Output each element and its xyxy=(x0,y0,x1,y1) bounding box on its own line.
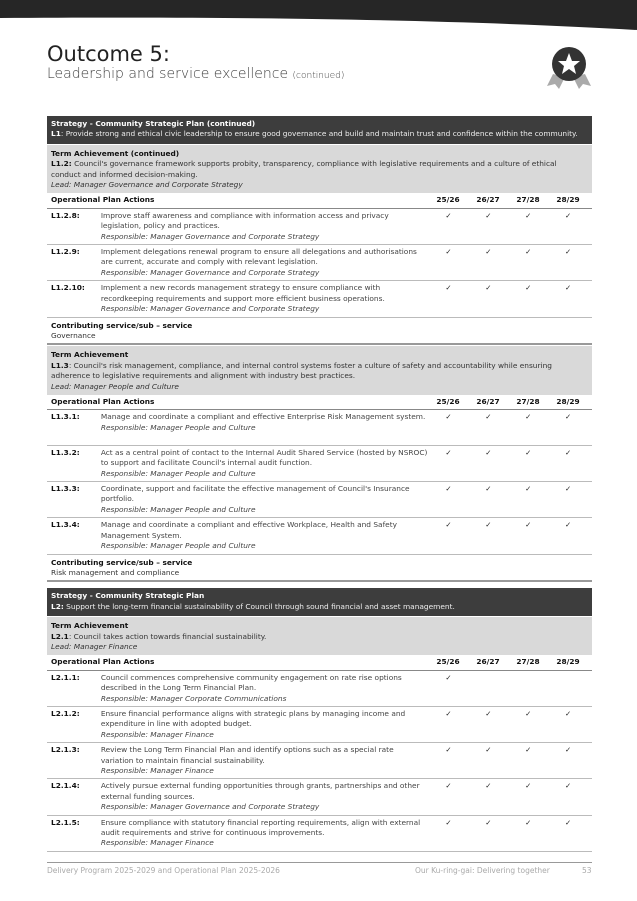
action-responsible: Responsible: Manager People and Culture xyxy=(100,468,256,478)
term-text: Council's governance framework supports probity, transparency, compliance with legislative requirements and a culture of ethical conduct and informed decision-making. xyxy=(51,159,557,179)
term-title: Term Achievement (continued) xyxy=(51,148,180,158)
check-icon: ✓ xyxy=(525,210,532,220)
year-column-header: 28/29 xyxy=(556,657,580,667)
action-id: L2.1.2: xyxy=(51,708,80,718)
action-responsible: Responsible: Manager Governance and Corporate Strategy xyxy=(100,231,320,241)
action-text: Act as a central point of contact to the Internal Audit Shared Service (hosted by NSROC) to support and facilitate Council's internal audit function. xyxy=(100,447,428,468)
check-icon: ✓ xyxy=(485,817,492,827)
check-icon: ✓ xyxy=(485,447,492,457)
contributing-service xyxy=(47,318,592,346)
check-icon: ✓ xyxy=(565,210,572,220)
action-id: L1.2.8: xyxy=(51,210,80,220)
term-code: L1.2: xyxy=(51,159,72,169)
action-responsible: Responsible: Manager People and Culture xyxy=(100,504,256,514)
action-id: L1.2.9: xyxy=(51,247,80,257)
contributing-value: Risk management and compliance xyxy=(51,567,180,577)
action-id: L1.3.1: xyxy=(51,412,80,422)
subtitle-text: Leadership and service excellence xyxy=(47,66,289,82)
page-number: 53 xyxy=(582,866,592,875)
term-lead: Lead: Manager Governance and Corporate Strategy xyxy=(51,180,243,190)
check-icon: ✓ xyxy=(525,520,532,530)
check-icon: ✓ xyxy=(485,781,492,791)
action-responsible: Responsible: Manager People and Culture xyxy=(100,422,256,432)
action-text: Implement delegations renewal program to ensure all delegations and authorisations are current, accurate and comply with relevant legislation. xyxy=(100,247,417,267)
action-id: L2.1.3: xyxy=(51,745,80,755)
check-icon: ✓ xyxy=(445,210,452,220)
action-id: L2.1.5: xyxy=(51,817,80,827)
page-subtitle xyxy=(47,66,344,82)
check-icon: ✓ xyxy=(525,412,532,422)
term-text: : Council's risk management, compliance, and internal control systems foster a culture of safety and accountability while ensuring adherence to legislative requirements and alignment with industry best practices. xyxy=(51,360,552,381)
action-row xyxy=(47,281,592,317)
strategy-title: Strategy - Community Strategic Plan xyxy=(51,591,205,601)
action-text: Ensure financial performance aligns with strategic plans by managing income and expenditure in line with adopted budget. xyxy=(100,708,406,729)
check-icon: ✓ xyxy=(445,283,452,293)
check-icon: ✓ xyxy=(525,745,532,755)
check-icon: ✓ xyxy=(445,672,452,682)
action-row xyxy=(47,482,592,518)
check-icon: ✓ xyxy=(445,520,452,530)
check-icon: ✓ xyxy=(485,412,492,422)
action-text: Ensure compliance with statutory financial reporting requirements, align with external audit requirements and strive for continuous improvements. xyxy=(100,817,421,838)
term-code: L2.1 xyxy=(51,631,69,641)
action-responsible: Responsible: Manager Finance xyxy=(100,729,214,739)
operational-plan-table xyxy=(47,116,592,863)
action-description xyxy=(101,211,429,242)
action-responsible: Responsible: Manager Governance and Corporate Strategy xyxy=(100,304,320,314)
strategy-code: L2: xyxy=(51,601,64,611)
contributing-title: Contributing service/sub – service xyxy=(51,320,193,330)
action-row xyxy=(47,779,592,815)
actions-header-row xyxy=(47,655,592,670)
check-icon: ✓ xyxy=(445,412,452,422)
term-achievement-block xyxy=(47,617,592,655)
check-icon: ✓ xyxy=(485,283,492,293)
action-row xyxy=(47,209,592,245)
action-text: Manage and coordinate a compliant and effective Enterprise Risk Management system. xyxy=(100,412,426,422)
action-description xyxy=(101,818,429,849)
check-icon: ✓ xyxy=(445,247,452,257)
check-icon: ✓ xyxy=(525,484,532,494)
page-title: Outcome 5: xyxy=(47,42,170,66)
action-text: Manage and coordinate a compliant and effective Workplace, Health and Safety Management System. xyxy=(100,520,397,540)
year-column-header: 27/28 xyxy=(516,657,540,667)
action-id: L1.3.3: xyxy=(51,484,80,494)
check-icon: ✓ xyxy=(565,412,572,422)
check-icon: ✓ xyxy=(565,781,572,791)
action-description xyxy=(101,520,429,551)
contributing-title: Contributing service/sub – service xyxy=(51,557,193,567)
actions-header-row xyxy=(47,395,592,410)
check-icon: ✓ xyxy=(525,283,532,293)
check-icon: ✓ xyxy=(565,447,572,457)
action-row xyxy=(47,671,592,707)
action-row xyxy=(47,245,592,281)
term-code: L1.3 xyxy=(51,360,69,370)
term-title: Term Achievement xyxy=(51,350,129,360)
contributing-value: Governance xyxy=(51,330,96,340)
check-icon: ✓ xyxy=(485,708,492,718)
check-icon: ✓ xyxy=(445,781,452,791)
strategy-title: Strategy - Community Strategic Plan (continued) xyxy=(51,119,256,128)
check-icon: ✓ xyxy=(445,817,452,827)
term-achievement-block xyxy=(47,145,592,194)
contributing-service xyxy=(47,555,592,583)
action-text: Actively pursue external funding opportunities through grants, partnerships and other external funding sources. xyxy=(100,781,420,801)
action-text: Council commences comprehensive community engagement on rate rise options described in the Long Term Financial Plan. xyxy=(100,672,402,693)
check-icon: ✓ xyxy=(565,484,572,494)
strategy-text: Support the long-term financial sustainability of Council through sound financial and asset management. xyxy=(63,601,455,611)
action-responsible: Responsible: Manager Governance and Corporate Strategy xyxy=(100,267,320,277)
strategy-code: L1 xyxy=(51,129,61,139)
footer-document-title: Delivery Program 2025-2029 and Operational Plan 2025-2026 xyxy=(47,866,280,875)
check-icon: ✓ xyxy=(445,484,452,494)
check-icon: ✓ xyxy=(565,708,572,718)
action-description xyxy=(101,673,429,704)
action-id: L2.1.4: xyxy=(51,781,80,791)
year-column-header: 25/26 xyxy=(436,396,460,406)
year-column-header: 27/28 xyxy=(516,396,540,406)
action-text: Review the Long Term Financial Plan and identify options such as a special rate variation to maintain financial sustainability. xyxy=(100,745,394,765)
action-row xyxy=(47,518,592,554)
action-text: Implement a new records management strategy to ensure compliance with recordkeeping requirements and support more efficient business operations. xyxy=(100,283,385,303)
actions-header-label: Operational Plan Actions xyxy=(51,396,155,406)
check-icon: ✓ xyxy=(525,247,532,257)
check-icon: ✓ xyxy=(565,520,572,530)
year-column-header: 25/26 xyxy=(436,195,460,205)
check-icon: ✓ xyxy=(565,283,572,293)
action-row xyxy=(47,707,592,743)
action-id: L2.1.1: xyxy=(51,672,80,682)
check-icon: ✓ xyxy=(565,745,572,755)
action-text: Improve staff awareness and compliance with information access and privacy legislation, policy and practices. xyxy=(100,210,389,231)
action-row xyxy=(47,410,592,446)
empty-cell xyxy=(548,673,588,704)
term-lead: Lead: Manager People and Culture xyxy=(51,381,179,391)
check-icon: ✓ xyxy=(445,708,452,718)
check-icon: ✓ xyxy=(525,708,532,718)
check-icon: ✓ xyxy=(485,247,492,257)
empty-cell xyxy=(468,673,508,704)
action-row xyxy=(47,743,592,779)
action-id: L1.3.2: xyxy=(51,447,80,457)
action-responsible: Responsible: Manager Finance xyxy=(100,838,214,848)
action-description xyxy=(101,412,429,443)
action-description xyxy=(101,484,429,515)
check-icon: ✓ xyxy=(485,484,492,494)
year-column-header: 27/28 xyxy=(516,195,540,205)
actions-header-label: Operational Plan Actions xyxy=(51,195,155,205)
term-lead: Lead: Manager Finance xyxy=(51,641,138,651)
section-end-divider xyxy=(47,852,592,863)
action-description xyxy=(101,745,429,776)
actions-header-row xyxy=(47,193,592,208)
footer-tagline: Our Ku-ring-gai: Delivering together xyxy=(415,866,550,875)
strategy-block xyxy=(47,116,592,144)
check-icon: ✓ xyxy=(525,447,532,457)
check-icon: ✓ xyxy=(565,247,572,257)
term-achievement-block xyxy=(47,346,592,395)
subtitle-suffix: (continued) xyxy=(292,71,345,81)
award-badge-icon xyxy=(545,44,593,90)
action-description xyxy=(101,781,429,812)
year-column-header: 26/27 xyxy=(476,657,500,667)
action-description xyxy=(101,709,429,740)
header-banner xyxy=(0,0,637,30)
check-icon: ✓ xyxy=(525,817,532,827)
year-column-header: 26/27 xyxy=(476,396,500,406)
check-icon: ✓ xyxy=(445,447,452,457)
strategy-text: : Provide strong and ethical civic leadership to ensure good governance and build and maintain trust and confidence within the community. xyxy=(60,129,578,139)
check-icon: ✓ xyxy=(485,745,492,755)
empty-cell xyxy=(508,673,548,704)
action-description xyxy=(101,448,429,479)
action-responsible: Responsible: Manager Corporate Communications xyxy=(100,693,287,703)
term-text: : Council takes action towards financial sustainability. xyxy=(68,631,267,641)
year-column-header: 28/29 xyxy=(556,195,580,205)
year-column-header: 28/29 xyxy=(556,396,580,406)
check-icon: ✓ xyxy=(445,745,452,755)
action-id: L1.2.10: xyxy=(51,283,85,293)
check-icon: ✓ xyxy=(525,781,532,791)
check-icon: ✓ xyxy=(485,210,492,220)
action-responsible: Responsible: Manager Governance and Corporate Strategy xyxy=(100,802,320,812)
term-title: Term Achievement xyxy=(51,621,129,631)
action-row xyxy=(47,446,592,482)
action-description xyxy=(101,283,429,314)
action-description xyxy=(101,247,429,278)
action-responsible: Responsible: Manager People and Culture xyxy=(100,541,256,551)
year-column-header: 25/26 xyxy=(436,657,460,667)
year-column-header: 26/27 xyxy=(476,195,500,205)
check-icon: ✓ xyxy=(565,817,572,827)
action-responsible: Responsible: Manager Finance xyxy=(100,766,214,775)
action-id: L1.3.4: xyxy=(51,520,80,530)
strategy-block xyxy=(47,588,592,616)
actions-header-label: Operational Plan Actions xyxy=(51,657,155,667)
action-text: Coordinate, support and facilitate the effective management of Council's Insurance portfolio. xyxy=(100,484,410,504)
check-icon: ✓ xyxy=(485,520,492,530)
action-row xyxy=(47,816,592,852)
